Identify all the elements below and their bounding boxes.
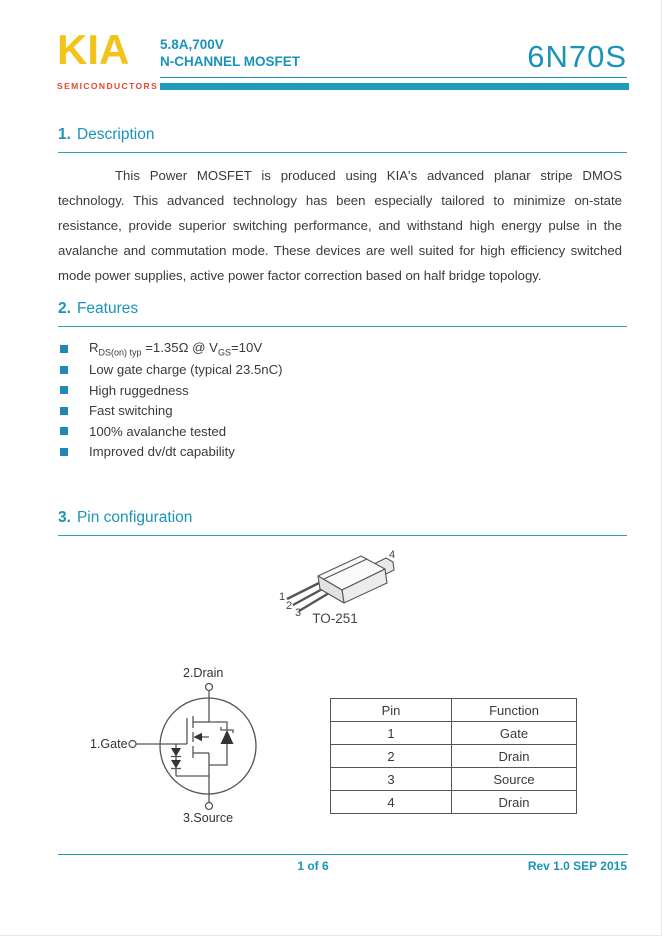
pin-table-cell: Drain: [452, 791, 577, 814]
feature-text: Fast switching: [89, 403, 173, 419]
pin-table: [330, 698, 577, 814]
mosfet-symbol-drawing: [80, 660, 340, 836]
feature-item: [60, 339, 600, 360]
pin-table-cell: Gate: [452, 722, 577, 745]
pin-table-cell: 4: [331, 791, 452, 814]
gate-pin-label: 1.Gate: [90, 737, 128, 751]
feature-text: 100% avalanche tested: [89, 423, 227, 439]
feature-item: [60, 421, 600, 442]
pin-table-cell: 1: [331, 722, 452, 745]
section-title: Description: [76, 126, 155, 143]
drain-pin-label: 2.Drain: [183, 666, 224, 680]
device-rating-line1: 5.8A,700V: [160, 37, 224, 52]
bullet-square-icon: [60, 448, 68, 456]
pin-table-cell: Source: [452, 768, 577, 791]
bullet-square-icon: [60, 427, 68, 435]
section-heading-features: [58, 300, 627, 327]
footer-rule: [58, 854, 628, 855]
pin-table-row: [331, 745, 577, 768]
pin-table-cell: Drain: [452, 745, 577, 768]
package-pin2-label: 2: [286, 600, 293, 612]
pin-table-header-cell: Pin: [331, 699, 452, 722]
package-pin1-label: 1: [279, 591, 286, 603]
header-rule-thin: [160, 77, 627, 78]
section-heading-pin-configuration: [58, 509, 627, 536]
feature-text: High ruggedness: [89, 382, 189, 398]
features-list: [60, 339, 600, 462]
device-rating-title: [160, 36, 300, 70]
revision-label: Rev 1.0 SEP 2015: [527, 859, 627, 873]
bullet-square-icon: [60, 407, 68, 415]
bullet-square-icon: [60, 366, 68, 374]
feature-item: [60, 401, 600, 422]
kia-logo: KIA: [57, 26, 130, 73]
pin-table-row: [331, 791, 577, 814]
section-number: 1.: [58, 126, 71, 143]
feature-item: [60, 360, 600, 381]
pin-table-header-cell: Function: [452, 699, 577, 722]
feature-text: $R_{DS(on) typ} =1.35\Omega$ @ $V_{GS}=10V$: [89, 340, 263, 359]
feature-item: [60, 380, 600, 401]
pin-table-row: [331, 768, 577, 791]
feature-item: [60, 442, 600, 463]
device-type-line2: N-CHANNEL MOSFET: [160, 54, 300, 69]
source-pin-label: 3.Source: [183, 811, 234, 825]
page-number: 1 of 6: [297, 859, 329, 873]
header-rule-thick: [160, 83, 629, 90]
package-pin4-label: 4: [389, 549, 396, 561]
section-title: Features: [76, 300, 139, 317]
feature-text: Improved dv/dt capability: [89, 444, 235, 460]
bullet-square-icon: [60, 386, 68, 394]
kia-logo-subtext: SEMICONDUCTORS: [57, 81, 159, 91]
section-heading-description: [58, 126, 627, 153]
pin-table-header-row: [331, 699, 577, 722]
section-number: 3.: [58, 509, 71, 526]
bullet-square-icon: [60, 345, 68, 353]
package-name-label: TO-251: [312, 611, 358, 626]
part-number: 6N70S: [527, 39, 627, 74]
feature-text: Low gate charge (typical 23.5nC): [89, 362, 283, 378]
pin-table-cell: 3: [331, 768, 452, 791]
pin-table-cell: 2: [331, 745, 452, 768]
description-paragraph: This Power MOSFET is produced using KIA's advanced planar stripe DMOS technology. This advanced technology has been especially tailored to minimize on-state resistance, provide superior switching performance, and withstand high energy pulse in the avalanche and commutation mode. These devices are well suited for high efficiency switched mode power supplies, active power factor correction based on half bridge topology.: [58, 168, 622, 283]
section-title: Pin configuration: [76, 509, 193, 526]
pin-table-row: [331, 722, 577, 745]
section-number: 2.: [58, 300, 71, 317]
package-pin3-label: 3: [295, 607, 302, 619]
